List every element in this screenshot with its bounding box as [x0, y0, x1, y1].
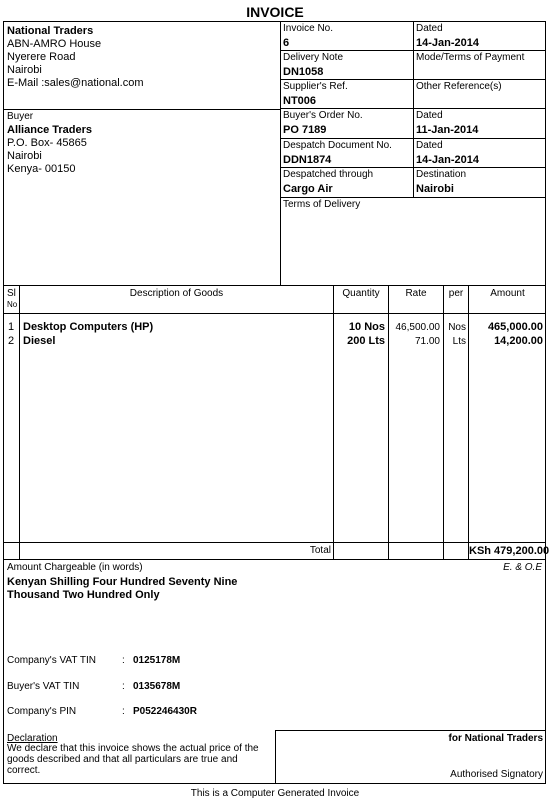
terms-of-delivery-label: Terms of Delivery	[283, 199, 361, 210]
total-amount: KSh 479,200.00	[469, 545, 550, 557]
declaration-line: We declare that this invoice shows the actual price of the	[7, 743, 259, 754]
despatch-doc-label: Despatch Document No.	[283, 140, 392, 151]
company-vat-tin-label: Company's VAT TIN	[7, 655, 96, 666]
col-per-header: per	[448, 288, 464, 299]
grid-row-line	[280, 108, 546, 109]
header-bottom-line	[3, 285, 546, 286]
col-rate-header: Rate	[405, 288, 427, 299]
table-row-quantity: 200 Lts	[347, 335, 385, 347]
seller-email: E-Mail :sales@national.com	[7, 77, 144, 89]
mode-terms-label: Mode/Terms of Payment	[416, 52, 525, 63]
table-row-per: Nos	[448, 322, 466, 333]
buyer-name: Alliance Traders	[7, 124, 92, 136]
footer-note: This is a Computer Generated Invoice	[190, 788, 360, 799]
header-vertical-divider	[280, 21, 281, 285]
grid-row-line	[280, 138, 546, 139]
table-row-description: Desktop Computers (HP)	[23, 321, 154, 333]
buyer-address-line: Kenya- 00150	[7, 163, 76, 175]
col-no-header: No	[7, 300, 18, 309]
table-header-line	[3, 313, 546, 314]
dated-label: Dated	[416, 23, 443, 34]
amount-words-label: Amount Chargeable (in words)	[7, 562, 143, 573]
order-dated-label: Dated	[416, 110, 443, 121]
buyer-label: Buyer	[7, 111, 34, 122]
invoice-no-label: Invoice No.	[283, 23, 334, 34]
invoice-no-value: 6	[283, 37, 290, 49]
grid-row-line	[280, 79, 546, 80]
seller-address-line: Nyerere Road	[7, 51, 76, 63]
seller-buyer-divider	[3, 109, 281, 110]
despatched-through-label: Despatched through	[283, 169, 374, 180]
table-column-line	[19, 285, 20, 559]
grid-row-line	[280, 197, 546, 198]
buyer-address-line: P.O. Box- 45865	[7, 137, 87, 149]
table-total-line-bottom	[3, 559, 546, 560]
tax-separator: :	[122, 706, 125, 717]
table-row-amount: 14,200.00	[494, 335, 543, 347]
despatch-dated-value: 14-Jan-2014	[416, 154, 479, 166]
buyer-address-line: Nairobi	[7, 150, 42, 162]
company-pin-label: Company's PIN	[7, 706, 77, 717]
signature-box-left	[275, 730, 276, 784]
other-ref-label: Other Reference(s)	[416, 81, 502, 92]
table-row-quantity: 10 Nos	[348, 321, 385, 333]
destination-label: Destination	[416, 169, 467, 180]
order-dated-value: 11-Jan-2014	[416, 124, 479, 136]
suppliers-ref-value: NT006	[283, 95, 317, 107]
buyer-vat-tin-label: Buyer's VAT TIN	[7, 681, 80, 692]
table-row-description: Diesel	[23, 335, 56, 347]
seller-address-line: ABN-AMRO House	[7, 38, 102, 50]
despatch-doc-value: DDN1874	[283, 154, 332, 166]
grid-row-line	[280, 167, 546, 168]
signature-for-label: for National Traders	[448, 733, 543, 744]
dated-value: 14-Jan-2014	[416, 37, 479, 49]
table-total-line-top	[3, 542, 546, 543]
col-description-header: Description of Goods	[129, 288, 224, 299]
col-sl-header: Sl	[7, 288, 16, 299]
company-pin-value: P052246430R	[133, 706, 197, 717]
table-row-amount: 465,000.00	[487, 321, 543, 333]
table-row-rate: 46,500.00	[395, 322, 440, 333]
suppliers-ref-label: Supplier's Ref.	[283, 81, 348, 92]
despatched-through-value: Cargo Air	[283, 183, 333, 195]
declaration-title: Declaration	[7, 733, 58, 744]
buyers-order-value: PO 7189	[283, 124, 327, 136]
invoice-title: INVOICE	[246, 4, 304, 20]
table-row-sl: 2	[8, 335, 15, 347]
col-quantity-header: Quantity	[342, 288, 380, 299]
tax-separator: :	[122, 681, 125, 692]
seller-name: National Traders	[7, 25, 94, 37]
col-amount-header: Amount	[490, 288, 525, 299]
declaration-line: goods described and that all particulars are true and	[7, 754, 238, 765]
grid-row-line	[280, 50, 546, 51]
declaration-line: correct.	[7, 765, 41, 776]
eoe-label: E. & O.E	[503, 562, 542, 573]
table-row-sl: 1	[8, 321, 15, 333]
signature-box-top	[275, 730, 546, 731]
company-vat-tin-value: 0125178M	[133, 655, 181, 666]
total-label: Total	[309, 545, 331, 556]
tax-separator: :	[122, 655, 125, 666]
delivery-note-value: DN1058	[283, 66, 324, 78]
table-row-per: Lts	[452, 336, 466, 347]
header-inner-divider	[413, 21, 414, 197]
destination-value: Nairobi	[416, 183, 454, 195]
buyer-vat-tin-value: 0135678M	[133, 681, 181, 692]
authorised-signatory-label: Authorised Signatory	[450, 769, 543, 780]
delivery-note-label: Delivery Note	[283, 52, 344, 63]
buyers-order-label: Buyer's Order No.	[283, 110, 363, 121]
seller-address-line: Nairobi	[7, 64, 42, 76]
table-row-rate: 71.00	[414, 336, 440, 347]
despatch-dated-label: Dated	[416, 140, 443, 151]
amount-words-line: Kenyan Shilling Four Hundred Seventy Nine	[7, 576, 238, 588]
amount-words-line: Thousand Two Hundred Only	[7, 589, 160, 601]
